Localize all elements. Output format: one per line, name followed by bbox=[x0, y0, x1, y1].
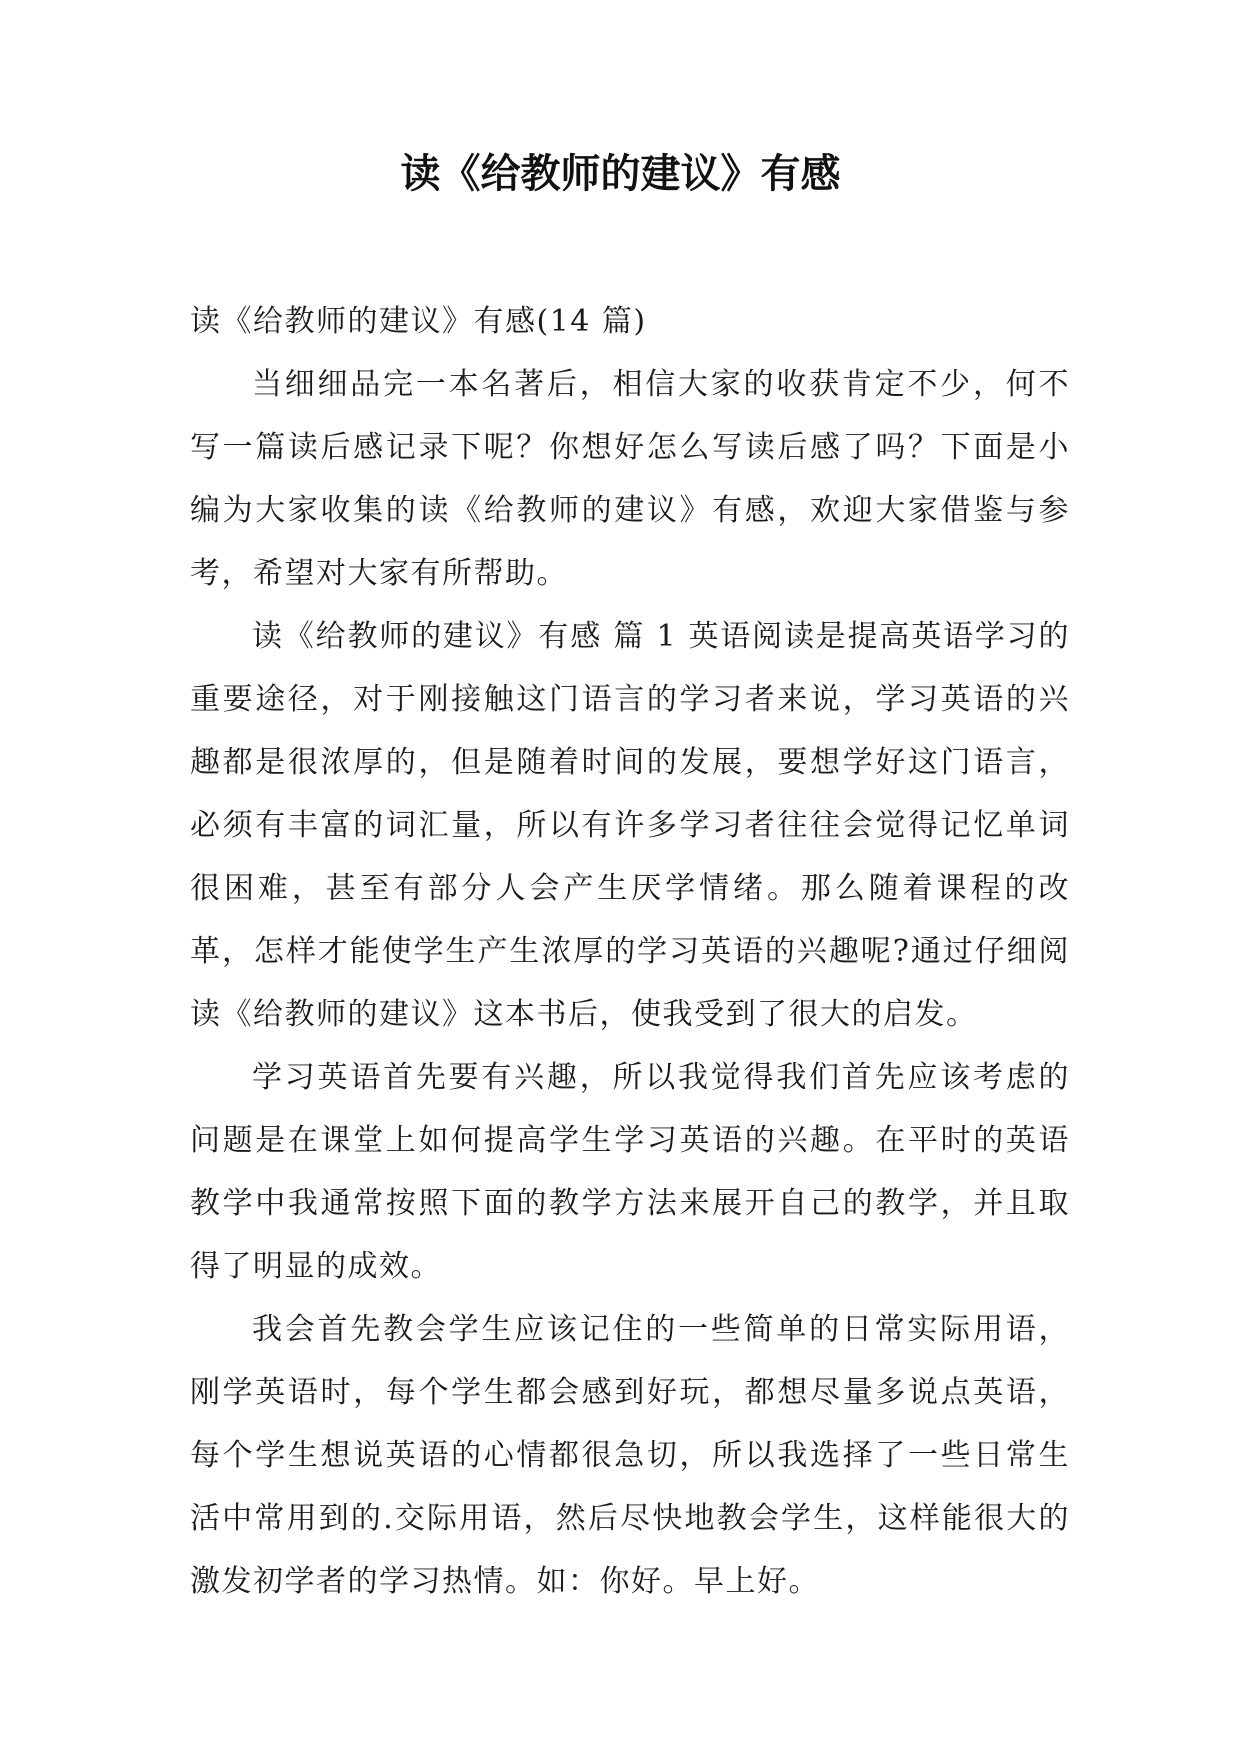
paragraph-daily-phrases: 我会首先教会学生应该记住的一些简单的日常实际用语，刚学英语时，每个学生都会感到好玩，都想尽量多说点英语，每个学生想说英语的心情都很急切，所以我选择了一些日常生活中常用到的.交际用语，然后尽快地教会学生，这样能很大的激发初学者的学习热情。如：你好。早上好。 bbox=[190, 1312, 1070, 1599]
paragraph-intro: 当细细品完一本名著后，相信大家的收获肯定不少，何不写一篇读后感记录下呢？你想好怎么写读后感了吗？下面是小编为大家收集的读《给教师的建议》有感，欢迎大家借鉴与参考，希望对大家有所帮助。 bbox=[190, 367, 1070, 591]
document-title: 读《给教师的建议》有感 bbox=[400, 151, 841, 197]
document-body bbox=[190, 290, 1070, 1613]
document-subtitle: 读《给教师的建议》有感(14 篇) bbox=[190, 304, 647, 339]
paragraph-interest: 学习英语首先要有兴趣，所以我觉得我们首先应该考虑的问题是在课堂上如何提高学生学习英语的兴趣。在平时的英语教学中我通常按照下面的教学方法来展开自己的教学，并且取得了明显的成效。 bbox=[190, 1060, 1070, 1284]
paragraph-chapter-1: 读《给教师的建议》有感 篇 1 英语阅读是提高英语学习的重要途径，对于刚接触这门语言的学习者来说，学习英语的兴趣都是很浓厚的，但是随着时间的发展，要想学好这门语言，必须有丰富的词汇量，所以有许多学习者往往会觉得记忆单词很困难，甚至有部分人会产生厌学情绪。那么随着课程的改革，怎样才能使学生产生浓厚的学习英语的兴趣呢?通过仔细阅读《给教师的建议》这本书后，使我受到了很大的启发。 bbox=[190, 619, 1070, 1032]
